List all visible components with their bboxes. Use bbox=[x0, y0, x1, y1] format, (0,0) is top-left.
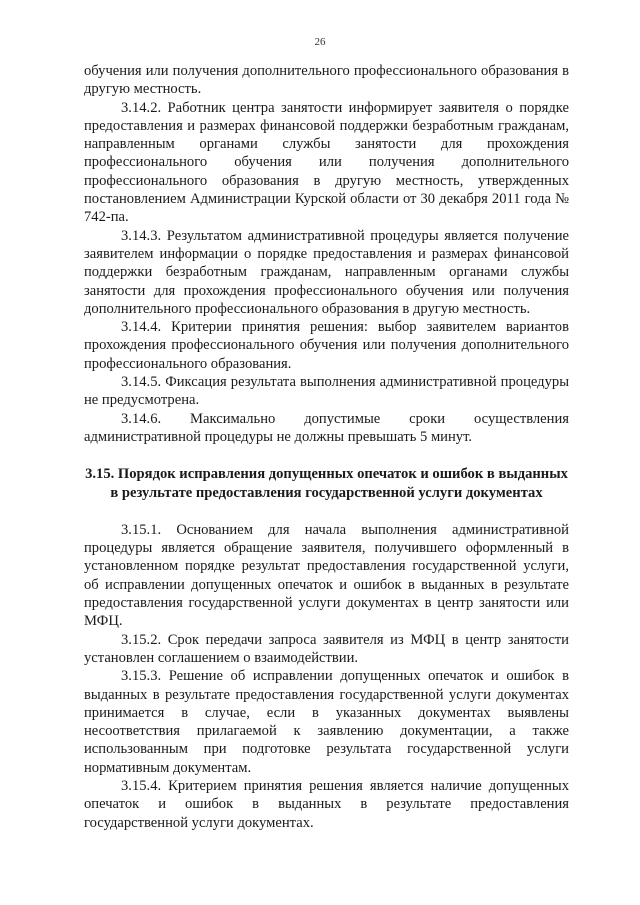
paragraph-3-15-4: 3.15.4. Критерием принятия решения является наличие допущенных опечаток и ошибок в выданных в результате предоставления государственной услуги документах. bbox=[84, 777, 569, 831]
paragraph-3-14-3: 3.14.3. Результатом административной процедуры является получение заявителем информации о порядке предоставления и размерах финансовой поддержки безработным гражданам, направленным органами службы занятости для прохождения профессионального обучения или получения дополнительного профессионального образования в другую местность. bbox=[84, 227, 569, 317]
paragraph-continuation: обучения или получения дополнительного профессионального образования в другую местность. bbox=[84, 63, 569, 98]
paragraph-3-14-2: 3.14.2. Работник центра занятости информирует заявителя о порядке предоставления и размерах финансовой поддержки безработным гражданам, направленным органами службы занятости для прохождения профессионального обучения или получения дополнительного профессионального образования в другую местность, утвержденных постановлением Администрации Курской области от 30 декабря 2011 года № 742-па. bbox=[84, 99, 569, 226]
paragraph-3-15-2: 3.15.2. Срок передачи запроса заявителя из МФЦ в центр занятости установлен соглашением о взаимодействии. bbox=[84, 631, 569, 666]
paragraph-3-14-4: 3.14.4. Критерии принятия решения: выбор заявителем вариантов прохождения профессионального обучения или получения дополнительного профессионального образования. bbox=[84, 319, 569, 372]
paragraph-3-15-3: 3.15.3. Решение об исправлении допущенных опечаток и ошибок в выданных в результате предоставления государственной услуги документах принимается в случае, если в указанных документах выявлены несоответствия прилагаемой к заявлению документации, а также использованным при подготовке результата государственной услуги нормативным документам. bbox=[84, 668, 569, 776]
page-number: 26 bbox=[314, 36, 326, 48]
spacer bbox=[84, 502, 569, 521]
document-body bbox=[84, 62, 569, 832]
paragraph-3-14-6: 3.14.6. Максимально допустимые сроки осуществления административной процедуры не должны превышать 5 минут. bbox=[84, 410, 569, 445]
section-heading-3-15: 3.15. Порядок исправления допущенных опечаток и ошибок в выданных в результате предоставления государственной услуги документах bbox=[85, 466, 568, 501]
paragraph-3-15-1: 3.15.1. Основанием для начала выполнения административной процедуры является обращение заявителя, получившего оформленный в установленном порядке результат предоставления государственной услуги, об исправлении допущенных опечаток и ошибок в выданных в результате предоставления государственной услуги документах в центр занятости или МФЦ. bbox=[84, 521, 569, 630]
paragraph-3-14-5: 3.14.5. Фиксация результата выполнения административной процедуры не предусмотрена. bbox=[84, 374, 569, 409]
spacer bbox=[84, 446, 569, 465]
